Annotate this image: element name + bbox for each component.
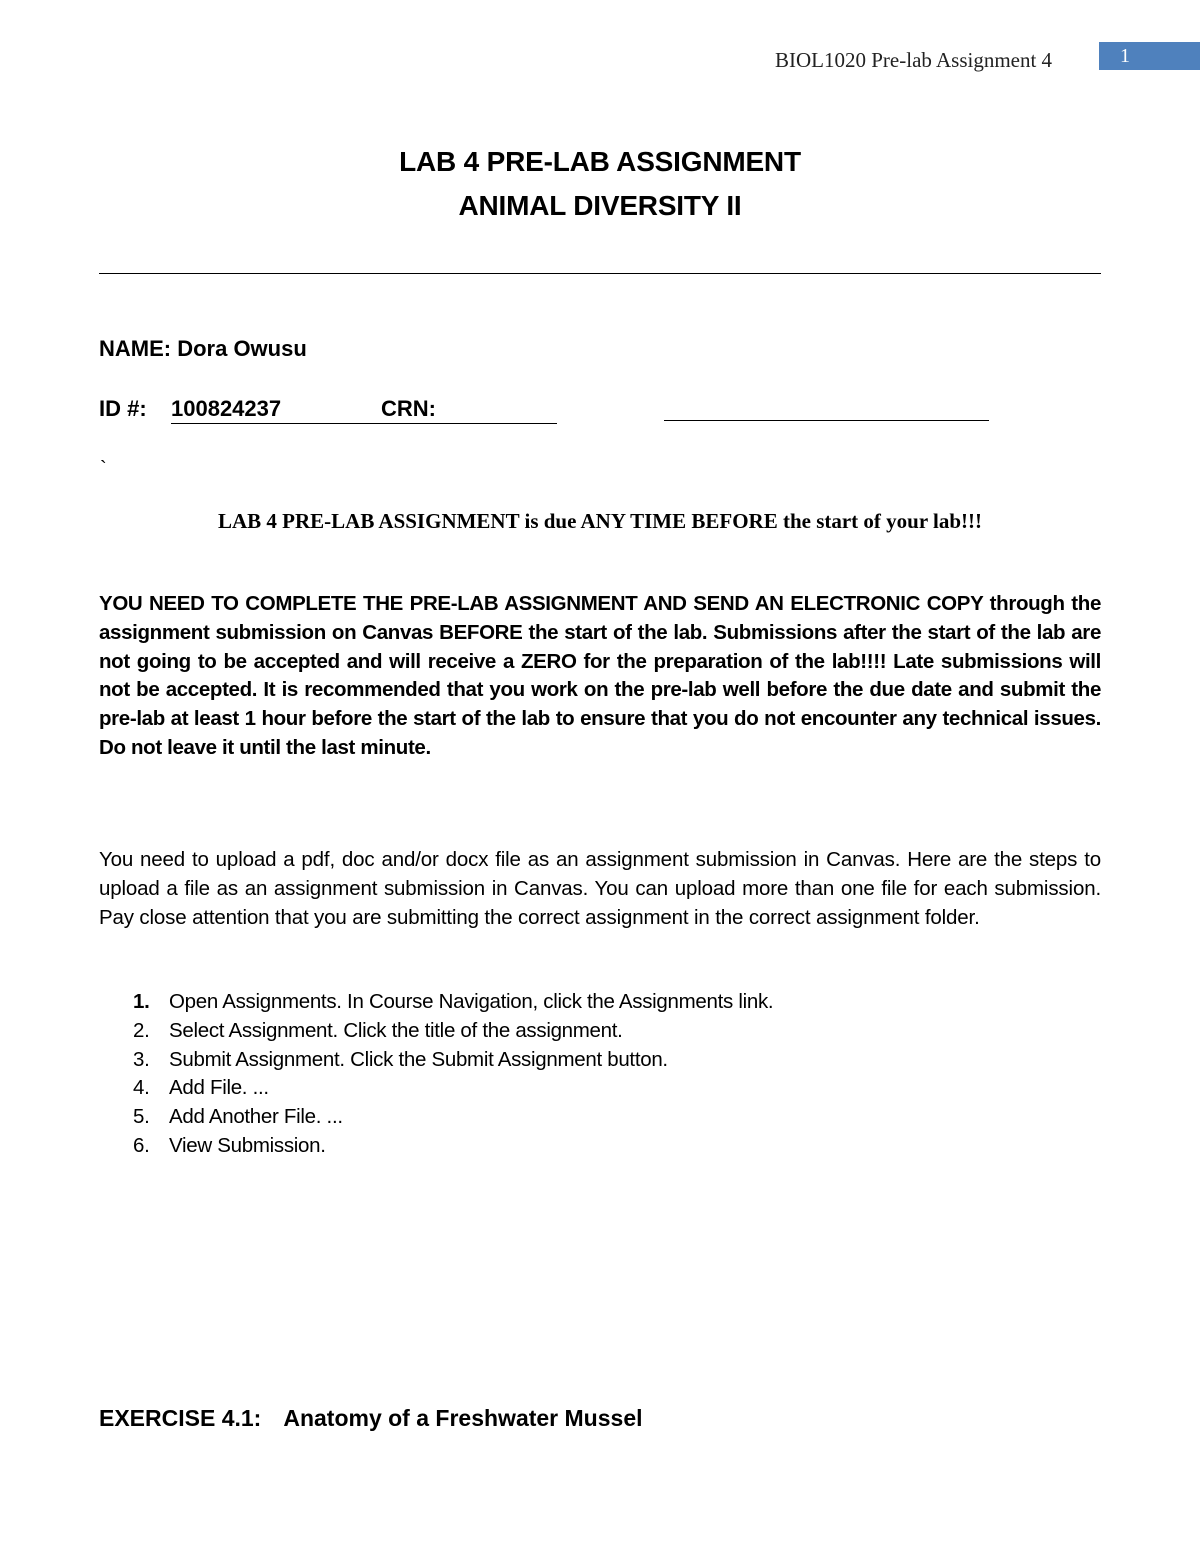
step-number: 6.: [133, 1133, 150, 1157]
upload-instructions: You need to upload a pdf, doc and/or docx file as an assignment submission in Canvas. Here are the steps to upload a file as an assignment submission in Canvas. You can upload more than one file for each submission. Pay close attention that you are submitting the correct assignment in the correct assignment folder.: [99, 848, 1101, 929]
step-text: Add Another File. ...: [169, 1105, 343, 1129]
document-title: LAB 4 PRE-LAB ASSIGNMENT: [399, 146, 801, 177]
stray-mark: `: [100, 458, 107, 480]
step-text: Open Assignments. In Course Navigation, click the Assignments link.: [169, 990, 774, 1013]
step-number: 2.: [133, 1018, 150, 1042]
exercise-heading: [99, 1405, 643, 1432]
id-row: [99, 396, 436, 422]
list-item: [99, 988, 773, 1017]
document-subtitle: ANIMAL DIVERSITY II: [458, 190, 742, 221]
exercise-label: EXERCISE 4.1:: [99, 1405, 262, 1431]
step-text: Select Assignment. Click the title of the assignment.: [169, 1018, 623, 1042]
title-divider: [99, 273, 1101, 274]
list-item: [99, 1017, 773, 1046]
step-text: Submit Assignment. Click the Submit Assignment button.: [169, 1047, 668, 1071]
list-item: [99, 1132, 773, 1161]
blank-answer-line: [664, 420, 989, 421]
step-number: 1.: [133, 990, 150, 1013]
page-number-badge: 1: [1099, 42, 1200, 70]
name-field: NAME: Dora Owusu: [99, 336, 307, 361]
crn-label: CRN:: [381, 396, 436, 421]
submission-warning: YOU NEED TO COMPLETE THE PRE-LAB ASSIGNMENT AND SEND AN ELECTRONIC COPY through the assignment submission on Canvas BEFORE the start of the lab. Submissions after the start of the lab are not going to be accepted and will receive a ZERO for the preparation of the lab!!!! Late submissions will not be accepted. It is recommended that you work on the pre-lab well before the due date and submit the pre-lab at least 1 hour before the start of the lab to ensure that you do not encounter any technical issues. Do not leave it until the last minute.: [99, 592, 1101, 759]
id-crn-underlined: [171, 396, 557, 424]
id-value: 100824237: [171, 396, 282, 421]
list-item: [99, 1103, 773, 1132]
exercise-title: Anatomy of a Freshwater Mussel: [283, 1405, 643, 1431]
step-number: 4.: [133, 1076, 150, 1100]
list-item: [99, 1074, 773, 1103]
step-text: View Submission.: [169, 1133, 326, 1157]
step-number: 3.: [133, 1047, 150, 1071]
upload-steps-list: [99, 988, 773, 1161]
step-text: Add File. ...: [169, 1076, 269, 1100]
id-label: ID #:: [99, 396, 147, 421]
list-item: [99, 1046, 773, 1075]
due-note: LAB 4 PRE-LAB ASSIGNMENT is due ANY TIME BEFORE the start of your lab!!!: [217, 509, 983, 533]
running-header: BIOL1020 Pre-lab Assignment 4: [775, 48, 1053, 72]
step-number: 5.: [133, 1105, 150, 1129]
